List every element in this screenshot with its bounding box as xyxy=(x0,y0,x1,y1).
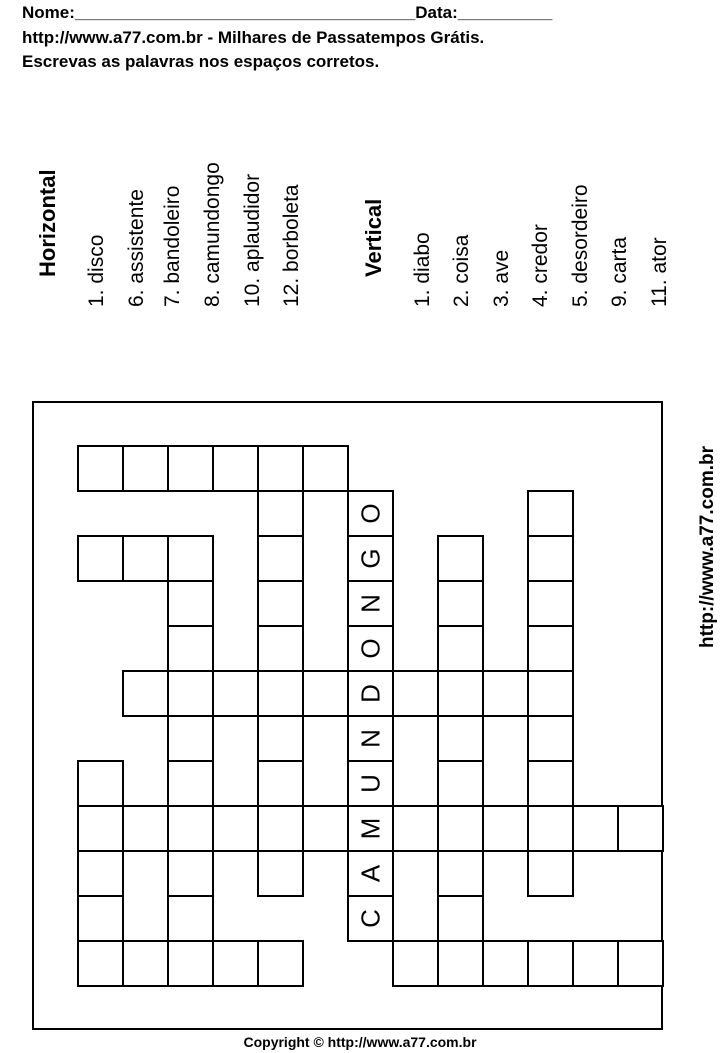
grid-letter: D xyxy=(355,684,386,703)
grid-cell[interactable] xyxy=(393,806,438,851)
grid-cell[interactable] xyxy=(618,806,663,851)
grid-cell[interactable] xyxy=(123,941,168,986)
vertical-clue: 1. diabo xyxy=(411,232,434,307)
grid-cell[interactable] xyxy=(78,851,123,896)
grid-cell[interactable] xyxy=(123,671,168,716)
grid-cell[interactable] xyxy=(258,446,303,491)
grid-cell[interactable] xyxy=(393,941,438,986)
grid-letter: N xyxy=(355,729,386,748)
grid-letter: G xyxy=(355,548,386,569)
grid-cell[interactable] xyxy=(483,806,528,851)
grid-cell[interactable] xyxy=(168,446,213,491)
grid-cell[interactable] xyxy=(528,806,573,851)
grid-cell[interactable] xyxy=(168,626,213,671)
grid-cell[interactable] xyxy=(258,671,303,716)
grid-cell[interactable] xyxy=(78,536,123,581)
grid-cell[interactable] xyxy=(168,536,213,581)
name-date-line: Nome:____________________________________Data:__________ xyxy=(22,3,553,22)
grid-cell[interactable] xyxy=(573,806,618,851)
grid-letter: U xyxy=(355,774,386,793)
grid-letter: M xyxy=(355,817,386,840)
grid-cell[interactable] xyxy=(483,941,528,986)
grid-cell[interactable] xyxy=(438,806,483,851)
grid-cell[interactable] xyxy=(213,671,258,716)
vertical-clue: 11. ator xyxy=(648,237,671,307)
grid-cell[interactable] xyxy=(258,581,303,626)
grid-cell[interactable] xyxy=(78,941,123,986)
grid-cell[interactable] xyxy=(168,851,213,896)
grid-cell[interactable] xyxy=(258,761,303,806)
grid-cell[interactable] xyxy=(258,626,303,671)
horizontal-clue: 6. assistente xyxy=(125,189,148,307)
grid-letter: A xyxy=(355,864,386,883)
horizontal-title: Horizontal xyxy=(35,169,60,277)
grid-cell[interactable] xyxy=(528,581,573,626)
grid-cell[interactable] xyxy=(258,806,303,851)
grid-cell[interactable] xyxy=(438,761,483,806)
grid-cell[interactable] xyxy=(393,671,438,716)
grid-cell[interactable] xyxy=(78,896,123,941)
grid-cell[interactable] xyxy=(618,941,663,986)
vertical-clue: 9. carta xyxy=(608,236,631,307)
grid-cell[interactable] xyxy=(213,446,258,491)
site-line: http://www.a77.com.br - Milhares de Passatempos Grátis. xyxy=(22,28,485,47)
grid-cell[interactable] xyxy=(258,941,303,986)
grid-cell[interactable] xyxy=(123,536,168,581)
grid-cell[interactable] xyxy=(528,851,573,896)
grid-cell[interactable] xyxy=(78,446,123,491)
grid-cell[interactable] xyxy=(258,491,303,536)
grid-cell[interactable] xyxy=(168,761,213,806)
grid-cell[interactable] xyxy=(303,806,348,851)
vertical-clue: 2. coisa xyxy=(450,234,473,307)
grid-letter: C xyxy=(355,909,386,928)
grid-cell[interactable] xyxy=(528,671,573,716)
grid-cell[interactable] xyxy=(258,716,303,761)
grid-cell[interactable] xyxy=(78,806,123,851)
grid-cell[interactable] xyxy=(438,581,483,626)
horizontal-clue: 8. camundongo xyxy=(201,162,224,307)
grid-cell[interactable] xyxy=(438,941,483,986)
grid-cell[interactable] xyxy=(213,806,258,851)
grid-cell[interactable] xyxy=(528,536,573,581)
grid-cell[interactable] xyxy=(483,671,528,716)
horizontal-clue: 10. aplaudidor xyxy=(241,173,264,307)
grid-cell[interactable] xyxy=(528,716,573,761)
grid-cell[interactable] xyxy=(168,671,213,716)
grid-cell[interactable] xyxy=(528,491,573,536)
vertical-clue: 4. credor xyxy=(529,224,552,307)
grid-cell[interactable] xyxy=(168,716,213,761)
grid-cell[interactable] xyxy=(528,941,573,986)
horizontal-clue: 12. borboleta xyxy=(280,184,303,307)
grid-cell[interactable] xyxy=(123,446,168,491)
grid-letter: N xyxy=(355,594,386,613)
grid-cell[interactable] xyxy=(213,941,258,986)
grid-letter: O xyxy=(355,638,386,659)
grid-cell[interactable] xyxy=(123,806,168,851)
vertical-title: Vertical xyxy=(361,198,386,277)
grid-cell[interactable] xyxy=(528,626,573,671)
grid-cell[interactable] xyxy=(438,716,483,761)
horizontal-clue: 7. bandoleiro xyxy=(161,185,184,307)
grid-cell[interactable] xyxy=(258,536,303,581)
grid-cells xyxy=(78,446,663,986)
vertical-clue: 3. ave xyxy=(490,249,513,307)
grid-cell[interactable] xyxy=(303,671,348,716)
grid-cell[interactable] xyxy=(258,851,303,896)
grid-cell[interactable] xyxy=(438,671,483,716)
grid-cell[interactable] xyxy=(168,941,213,986)
horizontal-clue: 1. disco xyxy=(85,234,108,307)
grid-cell[interactable] xyxy=(438,896,483,941)
grid-cell[interactable] xyxy=(438,536,483,581)
grid-cell[interactable] xyxy=(168,806,213,851)
copyright: Copyright © http://www.a77.com.br xyxy=(243,1034,477,1050)
instruction: Escrevas as palavras nos espaços corretos. xyxy=(22,52,380,71)
grid-cell[interactable] xyxy=(303,446,348,491)
grid-cell[interactable] xyxy=(78,761,123,806)
grid-cell[interactable] xyxy=(438,626,483,671)
vertical-clue: 5. desordeiro xyxy=(569,184,592,307)
grid-letter: O xyxy=(355,503,386,524)
side-url: http://www.a77.com.br xyxy=(697,446,718,648)
grid-cell[interactable] xyxy=(168,896,213,941)
grid-cell[interactable] xyxy=(168,581,213,626)
grid-cell[interactable] xyxy=(528,761,573,806)
grid-cell[interactable] xyxy=(573,941,618,986)
grid-cell[interactable] xyxy=(438,851,483,896)
